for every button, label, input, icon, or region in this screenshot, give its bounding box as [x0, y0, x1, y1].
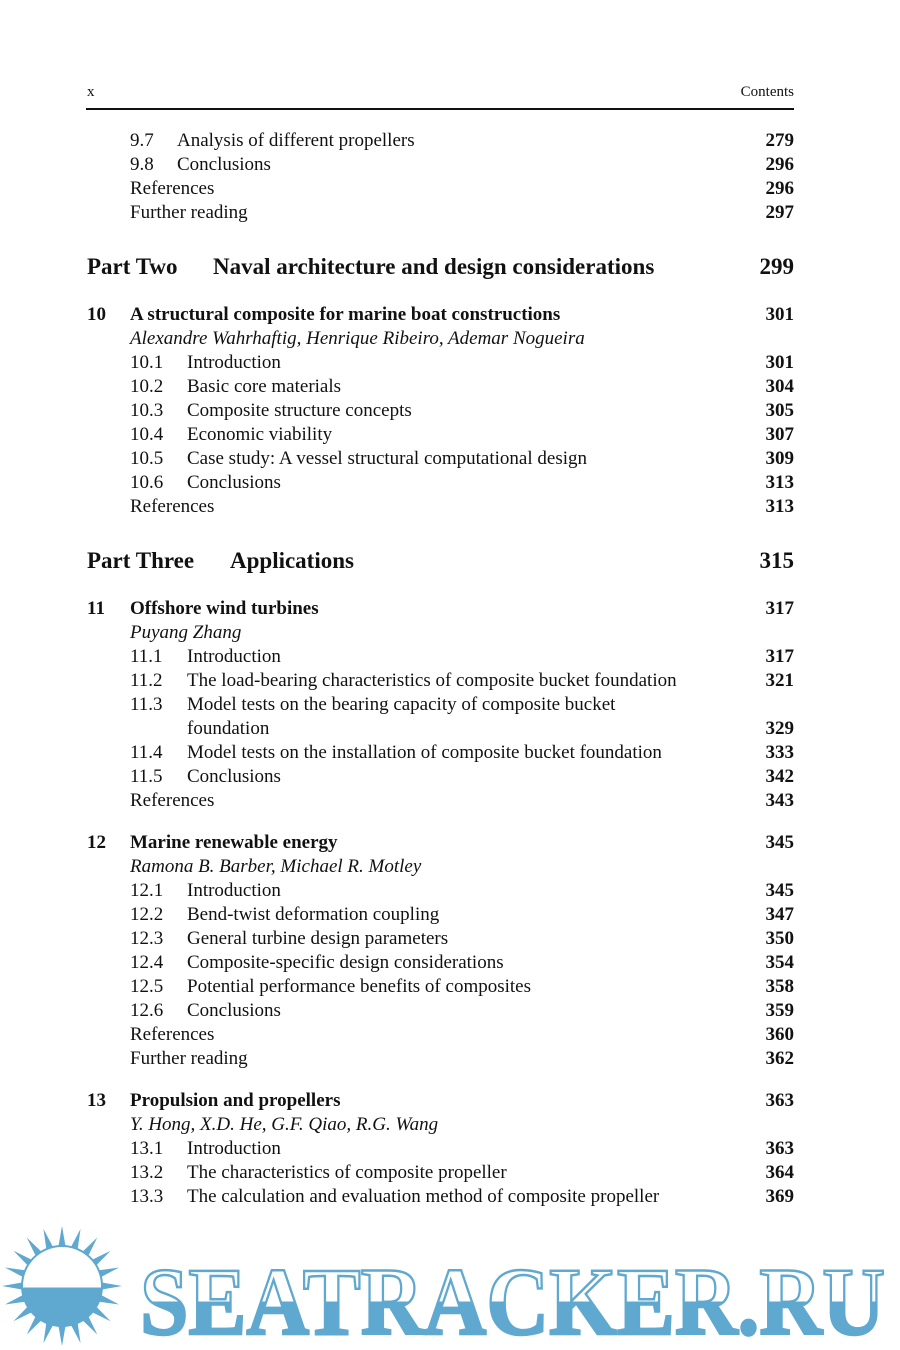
- section-title: Analysis of different propellers: [177, 130, 415, 151]
- chapter-title: Marine renewable energy: [130, 832, 338, 853]
- toc-section-row[interactable]: [0, 998, 900, 1023]
- header-rule: [86, 108, 794, 110]
- section-title: The characteristics of composite propeller: [187, 1162, 507, 1183]
- section-number: 10.5: [130, 448, 164, 469]
- entry-title: Further reading: [130, 1048, 248, 1069]
- page-number: 315: [759, 548, 794, 573]
- page-number: 313: [765, 472, 794, 493]
- entry-title: References: [130, 496, 215, 517]
- chapter-title: Offshore wind turbines: [130, 598, 319, 619]
- toc-section-row[interactable]: [0, 398, 900, 423]
- toc-author-row[interactable]: [0, 1112, 900, 1137]
- section-title: Introduction: [187, 1138, 281, 1159]
- chapter-title: A structural composite for marine boat constructions: [130, 304, 561, 325]
- section-number: 11.5: [130, 766, 163, 787]
- section-number: 11.1: [130, 646, 163, 667]
- toc-author-row[interactable]: [0, 620, 900, 645]
- page-number: 307: [765, 424, 794, 445]
- toc-section-row[interactable]: [0, 350, 900, 375]
- section-number: 12.2: [130, 904, 164, 925]
- page-number: 369: [765, 1186, 794, 1207]
- chapter-number: 11: [87, 598, 105, 619]
- chapter-authors: Y. Hong, X.D. He, G.F. Qiao, R.G. Wang: [130, 1114, 439, 1135]
- page-number: 364: [765, 1162, 794, 1183]
- section-number: 10.3: [130, 400, 164, 421]
- page-number: 359: [765, 1000, 794, 1021]
- part-title: Applications: [230, 548, 354, 573]
- section-number: 13.1: [130, 1138, 164, 1159]
- section-title: Conclusions: [187, 1000, 281, 1021]
- section-title: Introduction: [187, 880, 281, 901]
- page-number: 345: [765, 832, 794, 853]
- chapter-title: Propulsion and propellers: [130, 1090, 341, 1111]
- toc-section-row[interactable]: [0, 974, 900, 999]
- toc-part-row[interactable]: [0, 548, 900, 573]
- toc-section-row[interactable]: [0, 740, 900, 765]
- page-number: 296: [765, 154, 794, 175]
- section-title: Conclusions: [187, 472, 281, 493]
- page-number: 342: [765, 766, 794, 787]
- section-title: Basic core materials: [187, 376, 342, 397]
- section-number: 13.2: [130, 1162, 164, 1183]
- entry-title: References: [130, 1024, 215, 1045]
- section-title: Model tests on the bearing capacity of composite bucket: [187, 694, 616, 715]
- section-title: Introduction: [187, 352, 281, 373]
- page-number: 350: [765, 928, 794, 949]
- entry-title: References: [130, 178, 215, 199]
- part-label: Part Two: [87, 254, 178, 279]
- page-number: x: [87, 84, 95, 100]
- page-number: 299: [759, 254, 794, 279]
- toc-cont-row[interactable]: [0, 716, 900, 741]
- watermark: [0, 1222, 900, 1350]
- toc-author-row[interactable]: [0, 854, 900, 879]
- section-number: 12.4: [130, 952, 164, 973]
- toc-section-row[interactable]: [0, 692, 900, 717]
- toc-plain-row[interactable]: [0, 1046, 900, 1071]
- section-number: 11.4: [130, 742, 163, 763]
- toc-section-row[interactable]: [0, 878, 900, 903]
- page-number: 321: [765, 670, 794, 691]
- page-number: 317: [765, 598, 794, 619]
- toc-section-row[interactable]: [0, 764, 900, 789]
- chapter-number: 10: [87, 304, 106, 325]
- chapter-authors: Puyang Zhang: [130, 622, 242, 643]
- toc-section-row[interactable]: [0, 152, 900, 177]
- section-number: 10.6: [130, 472, 164, 493]
- page-number: 343: [765, 790, 794, 811]
- toc-section-row[interactable]: [0, 374, 900, 399]
- section-number: 10.2: [130, 376, 164, 397]
- toc-section-row[interactable]: [0, 950, 900, 975]
- toc-section-row[interactable]: [0, 470, 900, 495]
- section-number: 12.5: [130, 976, 164, 997]
- section-title: Introduction: [187, 646, 281, 667]
- chapter-authors: Ramona B. Barber, Michael R. Motley: [130, 856, 422, 877]
- sun-logo-icon: [2, 1226, 122, 1346]
- section-title: Composite-specific design considerations: [187, 952, 504, 973]
- section-number: 10.1: [130, 352, 164, 373]
- section-title: General turbine design parameters: [187, 928, 449, 949]
- page-number: 333: [765, 742, 794, 763]
- entry-title: Further reading: [130, 202, 248, 223]
- page-number: 279: [765, 130, 794, 151]
- toc-section-row[interactable]: [0, 902, 900, 927]
- page-number: 329: [765, 718, 794, 739]
- section-number: 12.6: [130, 1000, 164, 1021]
- section-number: 11.2: [130, 670, 163, 691]
- toc-section-row[interactable]: [0, 644, 900, 669]
- toc-plain-row[interactable]: [0, 788, 900, 813]
- page-number: 360: [765, 1024, 794, 1045]
- toc-plain-row[interactable]: [0, 200, 900, 225]
- toc-section-row[interactable]: [0, 1184, 900, 1209]
- page-number: 301: [765, 352, 794, 373]
- page-number: 354: [765, 952, 794, 973]
- toc-plain-row[interactable]: [0, 1022, 900, 1047]
- page-number: 309: [765, 448, 794, 469]
- toc-section-row[interactable]: [0, 446, 900, 471]
- toc-section-row[interactable]: [0, 668, 900, 693]
- section-title-continued: foundation: [187, 718, 270, 739]
- toc-section-row[interactable]: [0, 1160, 900, 1185]
- section-title: Economic viability: [187, 424, 333, 445]
- section-number: 12.1: [130, 880, 164, 901]
- chapter-number: 12: [87, 832, 106, 853]
- toc-chapter-row[interactable]: [0, 830, 900, 855]
- entry-title: References: [130, 790, 215, 811]
- toc-part-row[interactable]: [0, 254, 900, 279]
- section-title: The load-bearing characteristics of composite bucket foundation: [187, 670, 677, 691]
- section-title: Bend-twist deformation coupling: [187, 904, 440, 925]
- toc-author-row[interactable]: [0, 326, 900, 351]
- section-number: 13.3: [130, 1186, 164, 1207]
- running-title: Contents: [740, 84, 794, 100]
- section-number: 10.4: [130, 424, 164, 445]
- section-title: Case study: A vessel structural computational design: [187, 448, 587, 469]
- page-number: 363: [765, 1138, 794, 1159]
- section-number: 9.7: [130, 130, 154, 151]
- toc-section-row[interactable]: [0, 1136, 900, 1161]
- page-number: 305: [765, 400, 794, 421]
- section-title: Composite structure concepts: [187, 400, 412, 421]
- toc-chapter-row[interactable]: [0, 596, 900, 621]
- part-label: Part Three: [87, 548, 195, 573]
- toc-plain-row[interactable]: [0, 494, 900, 519]
- page-number: 317: [765, 646, 794, 667]
- chapter-number: 13: [87, 1090, 106, 1111]
- section-title: The calculation and evaluation method of composite propeller: [187, 1186, 660, 1207]
- page-number: 347: [765, 904, 794, 925]
- section-title: Potential performance benefits of composites: [187, 976, 532, 997]
- toc-chapter-row[interactable]: [0, 302, 900, 327]
- section-title: Conclusions: [187, 766, 281, 787]
- page-number: 363: [765, 1090, 794, 1111]
- section-title: Conclusions: [177, 154, 271, 175]
- page-number: 297: [765, 202, 794, 223]
- toc-plain-row[interactable]: [0, 176, 900, 201]
- page-number: 362: [765, 1048, 794, 1069]
- section-number: 12.3: [130, 928, 164, 949]
- toc-section-row[interactable]: [0, 128, 900, 153]
- page-number: 304: [765, 376, 794, 397]
- toc-chapter-row[interactable]: [0, 1088, 900, 1113]
- section-title: Model tests on the installation of composite bucket foundation: [187, 742, 662, 763]
- watermark-text: SEATRACKER.RU: [140, 1248, 885, 1350]
- section-number: 11.3: [130, 694, 163, 715]
- toc-section-row[interactable]: [0, 926, 900, 951]
- section-number: 9.8: [130, 154, 154, 175]
- page-number: 313: [765, 496, 794, 517]
- part-title: Naval architecture and design considerations: [213, 254, 655, 279]
- toc-section-row[interactable]: [0, 422, 900, 447]
- page-number: 301: [765, 304, 794, 325]
- page-number: 345: [765, 880, 794, 901]
- page-number: 358: [765, 976, 794, 997]
- page-number: 296: [765, 178, 794, 199]
- chapter-authors: Alexandre Wahrhaftig, Henrique Ribeiro, Ademar Nogueira: [130, 328, 585, 349]
